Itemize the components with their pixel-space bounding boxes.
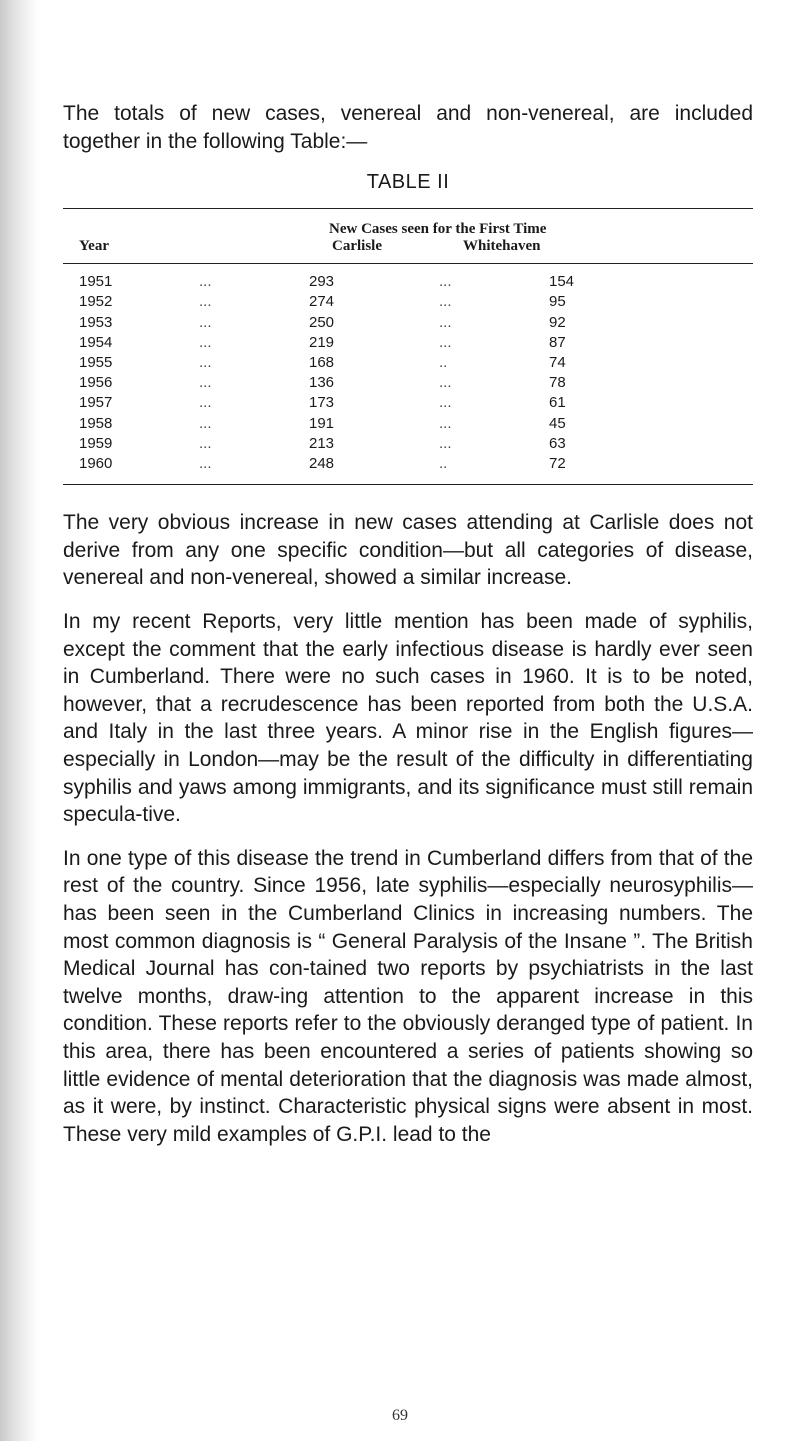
table-row xyxy=(63,333,753,353)
cell-carlisle: 250 xyxy=(309,313,335,331)
cell-carlisle: 168 xyxy=(309,354,335,371)
cell-carlisle: 248 xyxy=(309,454,439,485)
header-new-cases-span: New Cases seen for the First Time xyxy=(329,221,547,238)
table-row xyxy=(63,393,753,413)
intro-paragraph: The totals of new cases, venereal and non-venereal, are included together in the following Table:— xyxy=(63,102,753,153)
cell-whitehaven: 92 xyxy=(549,313,566,331)
table-row xyxy=(63,414,753,434)
paragraph-syphilis-reports: In my recent Reports, very little mention has been made of syphilis, except the comment that the early infectious disease is hardly ever seen in Cumberland. There were no such cases in 1960. It is to be noted, however, that a recrudescence has been reported from both the U.S.A. and Italy in the last three years. A minor rise in the English figures—especially in London—may be the result of the difficulty in differentiating syphilis and yaws among immigrants, and its significance must still remain specula-tive. xyxy=(63,610,753,827)
table-row xyxy=(63,313,753,333)
table-row xyxy=(63,434,753,454)
cell-whitehaven: 95 xyxy=(549,293,566,311)
leader-dots: ... xyxy=(199,374,212,392)
table-body xyxy=(63,264,753,485)
new-cases-table xyxy=(63,208,753,485)
table-row xyxy=(63,292,753,312)
cell-carlisle: 293 xyxy=(309,264,439,293)
header-whitehaven: Whitehaven xyxy=(463,238,541,255)
leader-dots: ... xyxy=(439,264,549,293)
table-row xyxy=(63,373,753,393)
leader-dots: ... xyxy=(199,434,212,452)
leader-dots: ... xyxy=(439,434,452,452)
paragraph-late-syphilis: In one type of this disease the trend in Cumberland differs from that of the rest of the country. Since 1956, late syphilis—especially neurosyphilis—has been seen in the Cumberland Clinics in increasing numbers. The most common diagnosis is “ General Paralysis of the Insane ”. The British Medical Journal has con-tained two reports by psychiatrists in the last twelve months, draw-ing attention to the apparent increase in this condition. These reports refer to the obviously deranged type of patient. In this area, there has been encountered a series of patients showing so little evidence of mental deterioration that the diagnosis was made almost, as it were, by instinct. Characteristic physical signs were absent in most. These very mild examples of G.P.I. lead to the xyxy=(63,846,753,1146)
cell-year: 1953 xyxy=(79,313,113,331)
cell-year: 1959 xyxy=(79,434,113,452)
leader-dots: ... xyxy=(199,394,212,412)
cell-year: 1954 xyxy=(79,333,113,351)
cell-whitehaven: 87 xyxy=(549,333,566,351)
cell-carlisle: 173 xyxy=(309,394,335,412)
leader-dots: ... xyxy=(439,414,452,432)
paragraph-increase: The very obvious increase in new cases attending at Carlisle does not derive from any one specific condition—but all categories of disease, venereal and non-venereal, showed a similar increase. xyxy=(63,511,753,590)
cell-whitehaven: 61 xyxy=(549,394,566,412)
cell-year: 1960 xyxy=(63,454,199,485)
cell-year: 1955 xyxy=(79,354,113,371)
cell-year: 1957 xyxy=(79,394,113,412)
leader-dots: ... xyxy=(439,333,452,351)
header-carlisle: Carlisle xyxy=(332,238,382,255)
cell-carlisle: 136 xyxy=(309,374,335,392)
cell-carlisle: 191 xyxy=(309,414,335,432)
cell-whitehaven: 78 xyxy=(549,374,566,392)
table-row xyxy=(63,353,753,373)
cell-year: 1958 xyxy=(79,414,113,432)
leader-dots: ... xyxy=(439,374,452,392)
leader-dots: ... xyxy=(199,354,212,371)
table-title: TABLE II xyxy=(366,171,450,194)
leader-dots: ... xyxy=(199,414,212,432)
cell-carlisle: 219 xyxy=(309,333,335,351)
leader-dots: ... xyxy=(439,293,452,311)
cell-whitehaven: 63 xyxy=(549,434,566,452)
cell-year: 1951 xyxy=(63,264,199,293)
leader-dots: ... xyxy=(199,313,212,331)
cell-whitehaven: 154 xyxy=(549,264,753,293)
table-row xyxy=(63,264,753,293)
leader-dots: ... xyxy=(199,264,309,293)
document-page xyxy=(63,100,753,1148)
cell-whitehaven: 45 xyxy=(549,414,566,432)
leader-dots: .. xyxy=(439,454,549,485)
leader-dots: ... xyxy=(199,293,212,311)
cell-year: 1952 xyxy=(79,293,113,311)
scan-shadow-edge xyxy=(0,0,38,1441)
cell-year: 1956 xyxy=(79,374,113,392)
header-year: Year xyxy=(79,238,109,255)
table-row xyxy=(63,454,753,485)
cell-whitehaven: 72 xyxy=(549,454,753,485)
leader-dots: ... xyxy=(439,394,452,412)
leader-dots: .. xyxy=(439,354,448,371)
cell-whitehaven: 74 xyxy=(549,354,566,371)
leader-dots: ... xyxy=(439,313,452,331)
leader-dots: ... xyxy=(199,454,309,485)
cell-carlisle: 213 xyxy=(309,434,335,452)
leader-dots: ... xyxy=(199,333,212,351)
page-number: 69 xyxy=(392,1407,408,1424)
cell-carlisle: 274 xyxy=(309,293,335,311)
